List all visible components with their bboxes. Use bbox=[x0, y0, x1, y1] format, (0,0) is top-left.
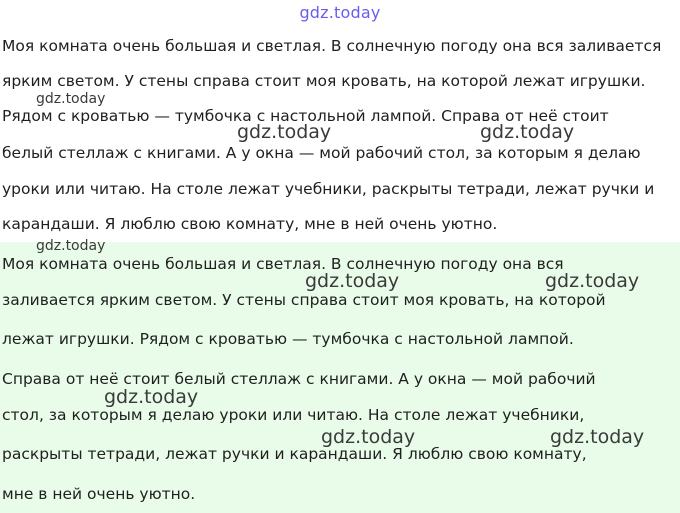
text-line: белый стеллаж с книгами. А у окна — мой рабочий стол, за которым я делаю bbox=[2, 144, 641, 162]
text-line: лежат игрушки. Рядом с кроватью — тумбочка с настольной лампой. bbox=[2, 330, 574, 348]
watermark: gdz.today bbox=[36, 238, 106, 254]
text-line: уроки или читаю. На столе лежат учебники, раскрыты тетради, лежат ручки и bbox=[2, 180, 655, 198]
watermark: gdz.today bbox=[550, 426, 645, 448]
text-line: раскрыты тетради, лежат ручки и карандаши. Я люблю свою комнату, bbox=[2, 445, 587, 463]
text-line: стол, за которым я делаю уроки или читаю. На столе лежат учебники, bbox=[2, 406, 585, 424]
text-line: ярким светом. У стены справа стоит моя кровать, на которой лежат игрушки. bbox=[2, 72, 646, 90]
watermark: gdz.today bbox=[237, 121, 332, 143]
watermark: gdz.today bbox=[36, 91, 106, 107]
original-text-block bbox=[0, 0, 680, 242]
text-line: Рядом с кроватью — тумбочка с настольной лампой. Справа от неё стоит bbox=[2, 107, 609, 125]
watermark: gdz.today bbox=[480, 121, 575, 143]
watermark: gdz.today bbox=[321, 426, 416, 448]
text-line: Справа от неё стоит белый стеллаж с книгами. А у окна — мой рабочий bbox=[2, 370, 596, 388]
watermark: gdz.today bbox=[545, 270, 640, 292]
header-watermark: gdz.today bbox=[299, 3, 381, 22]
text-line: Моя комната очень большая и светлая. В солнечную погоду она вся bbox=[2, 255, 564, 273]
watermark: gdz.today bbox=[104, 386, 199, 408]
text-line: карандаши. Я люблю свою комнату, мне в ней очень уютно. bbox=[2, 215, 498, 233]
text-line: Моя комната очень большая и светлая. В солнечную погоду она вся заливается bbox=[2, 37, 662, 55]
text-line: заливается ярким светом. У стены справа стоит моя кровать, на которой bbox=[2, 291, 606, 309]
text-line: мне в ней очень уютно. bbox=[2, 485, 196, 503]
watermark: gdz.today bbox=[305, 270, 400, 292]
